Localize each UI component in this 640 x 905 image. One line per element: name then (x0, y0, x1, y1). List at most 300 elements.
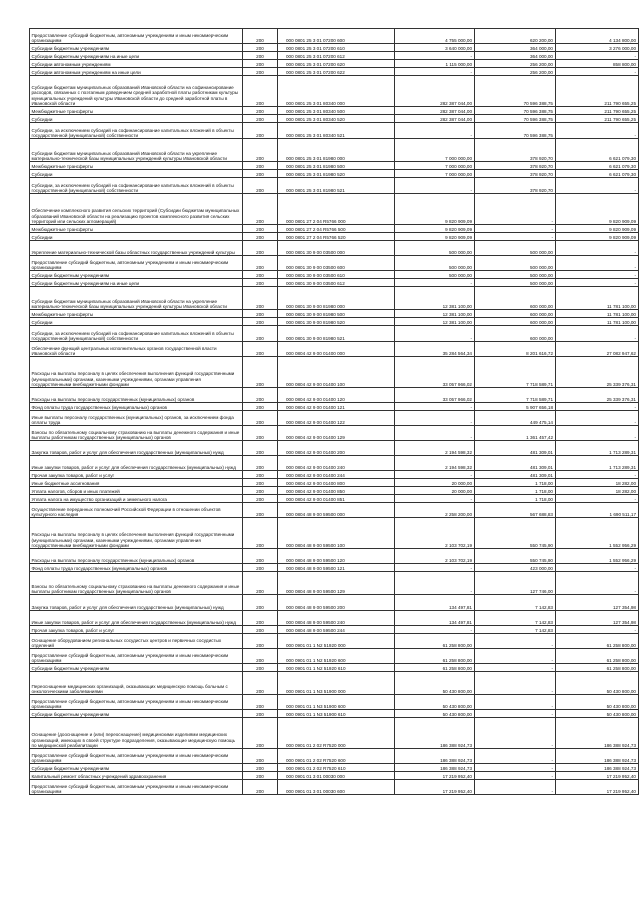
row-unexecuted-amount-cell: - (556, 271, 639, 279)
row-name-cell: Фонд оплаты труда государственных (муниципальных) органов (30, 403, 243, 411)
table-row (30, 764, 639, 772)
row-name-cell: Расходы на выплаты персоналу в целях обеспечения выполнения функций государственными (муниципальными) органами, казенными учреждениями, органами управления государственными внебюджетными фондами (30, 518, 243, 549)
row-name-cell: Капитальный ремонт областных учреждений здравоохранения (30, 772, 243, 780)
row-unexecuted-amount-cell: 17 219 952,40 (556, 780, 639, 795)
row-classification-code-cell: 000 0801 30 9 00 81980 521 (278, 326, 395, 342)
row-approved-amount-cell: - (395, 471, 475, 479)
row-unexecuted-amount-cell: 127 354,98 (556, 595, 639, 611)
row-executed-amount-cell: 567 688,83 (475, 503, 556, 518)
row-approved-amount-cell: - (395, 178, 475, 194)
row-name-cell: Предоставление субсидий бюджетным, автономным учреждениям и иным некоммерческим организациям (30, 695, 243, 710)
row-code-cell: 200 (243, 495, 278, 503)
row-unexecuted-amount-cell: 4 134 800,00 (556, 29, 639, 44)
row-executed-amount-cell: 500 000,00 (475, 279, 556, 287)
row-classification-code-cell: 000 0801 25 3 01 80340 000 (278, 76, 395, 107)
row-classification-code-cell: 000 0901 01 2 02 R7520 600 (278, 749, 395, 764)
row-name-cell: Иные закупки товаров, работ и услуг для обеспечения государственных (муниципальных) нужд (30, 611, 243, 626)
row-approved-amount-cell: 50 430 800,00 (395, 672, 475, 695)
row-approved-amount-cell: 2 103 702,19 (395, 518, 475, 549)
row-unexecuted-amount-cell: 6 621 079,30 (556, 162, 639, 170)
row-classification-code-cell: 000 0804 42 9 00 01400 244 (278, 471, 395, 479)
row-executed-amount-cell: 449 475,14 (475, 411, 556, 426)
table-row (30, 710, 639, 718)
row-code-cell: 200 (243, 718, 278, 749)
row-name-cell: Субсидии бюджетным учреждениям (30, 764, 243, 772)
row-classification-code-cell: 000 0804 48 9 00 59500 129 (278, 572, 395, 595)
row-executed-amount-cell: - (475, 233, 556, 241)
row-approved-amount-cell: 500 000,00 (395, 241, 475, 256)
row-unexecuted-amount-cell: - (556, 495, 639, 503)
row-name-cell: Субсидии (30, 318, 243, 326)
row-unexecuted-amount-cell: 186 388 924,73 (556, 749, 639, 764)
row-code-cell: 200 (243, 52, 278, 60)
row-approved-amount-cell: 9 820 909,09 (395, 194, 475, 225)
row-code-cell: 200 (243, 225, 278, 233)
row-executed-amount-cell: 1 718,00 (475, 479, 556, 487)
table-row (30, 123, 639, 139)
row-code-cell: 200 (243, 318, 278, 326)
row-name-cell: Субсидии бюджетам муниципальных образований Ивановской области на софинансирование расходов, связанных с поэтапным доведением средней заработной платы работникам культуры муниципальных учреждений культуры Ивановской области до средней заработной платы в Ивановской области (30, 76, 243, 107)
row-executed-amount-cell: 127 746,00 (475, 572, 556, 595)
table-row (30, 60, 639, 68)
row-unexecuted-amount-cell: 61 258 800,00 (556, 634, 639, 649)
document-page (29, 28, 639, 795)
row-code-cell: 200 (243, 710, 278, 718)
row-executed-amount-cell: 70 596 388,75 (475, 107, 556, 115)
row-approved-amount-cell: 17 219 952,40 (395, 780, 475, 795)
row-executed-amount-cell: 481 309,01 (475, 471, 556, 479)
row-approved-amount-cell: 3 640 000,00 (395, 44, 475, 52)
row-classification-code-cell: 000 0804 42 9 00 01400 200 (278, 441, 395, 456)
table-row (30, 649, 639, 664)
row-unexecuted-amount-cell: - (556, 256, 639, 271)
row-approved-amount-cell: 2 194 598,32 (395, 441, 475, 456)
row-classification-code-cell: 000 0801 25 3 01 81980 520 (278, 170, 395, 178)
row-name-cell: Расходы на выплаты персоналу в целях обеспечения выполнения функций государственными (муниципальными) органами, казенными учреждениями, органами управления государственными внебюджетными фондами (30, 357, 243, 388)
row-approved-amount-cell: 282 387 044,00 (395, 76, 475, 107)
row-code-cell: 200 (243, 695, 278, 710)
row-name-cell: Субсидии бюджетам муниципальных образований Ивановской области на укрепление материально-технической базы муниципальных учреждений культуры Ивановской области (30, 287, 243, 310)
row-unexecuted-amount-cell: - (556, 123, 639, 139)
row-executed-amount-cell: 481 309,01 (475, 456, 556, 471)
row-executed-amount-cell: 8 201 616,72 (475, 342, 556, 357)
row-code-cell: 200 (243, 194, 278, 225)
row-approved-amount-cell: 134 497,81 (395, 595, 475, 611)
row-name-cell: Субсидии бюджетным учреждениям на иные цели (30, 52, 243, 60)
row-executed-amount-cell: 600 000,00 (475, 318, 556, 326)
row-classification-code-cell: 000 0804 48 9 00 59500 121 (278, 564, 395, 572)
row-unexecuted-amount-cell: 1 552 956,29 (556, 549, 639, 564)
table-row (30, 487, 639, 495)
row-unexecuted-amount-cell: 127 354,98 (556, 611, 639, 626)
row-unexecuted-amount-cell: 61 258 800,00 (556, 649, 639, 664)
table-row (30, 611, 639, 626)
row-unexecuted-amount-cell: 858 800,00 (556, 60, 639, 68)
row-unexecuted-amount-cell: 6 621 079,30 (556, 139, 639, 162)
row-executed-amount-cell: - (475, 649, 556, 664)
row-executed-amount-cell: 600 000,00 (475, 310, 556, 318)
row-code-cell: 200 (243, 441, 278, 456)
row-code-cell: 200 (243, 471, 278, 479)
row-approved-amount-cell: - (395, 68, 475, 76)
row-approved-amount-cell: 50 430 800,00 (395, 710, 475, 718)
row-code-cell: 200 (243, 388, 278, 403)
row-name-cell: Уплата налогов, сборов и иных платежей (30, 487, 243, 495)
row-name-cell: Закупка товаров, работ и услуг для обеспечения государственных (муниципальных) нужд (30, 441, 243, 456)
row-executed-amount-cell: - (475, 672, 556, 695)
table-row (30, 162, 639, 170)
row-name-cell: Субсидии (30, 170, 243, 178)
row-code-cell: 200 (243, 279, 278, 287)
row-approved-amount-cell: 20 000,00 (395, 487, 475, 495)
row-name-cell: Субсидии (30, 233, 243, 241)
row-executed-amount-cell: - (475, 225, 556, 233)
row-approved-amount-cell: - (395, 123, 475, 139)
table-body (30, 29, 639, 795)
row-classification-code-cell: 000 0801 30 9 00 81980 500 (278, 310, 395, 318)
row-executed-amount-cell: 70 596 388,75 (475, 115, 556, 123)
row-code-cell: 200 (243, 178, 278, 194)
row-executed-amount-cell: 1 718,00 (475, 487, 556, 495)
row-name-cell: Иные закупки товаров, работ и услуг для обеспечения государственных (муниципальных) нужд (30, 456, 243, 471)
budget-execution-table (29, 28, 639, 795)
row-approved-amount-cell: 186 388 924,73 (395, 718, 475, 749)
row-executed-amount-cell: - (475, 695, 556, 710)
row-executed-amount-cell: - (475, 749, 556, 764)
row-name-cell: Расходы на выплаты персоналу государственных (муниципальных) органов (30, 549, 243, 564)
row-unexecuted-amount-cell: 61 258 800,00 (556, 664, 639, 672)
row-unexecuted-amount-cell: 211 790 655,25 (556, 107, 639, 115)
table-row (30, 549, 639, 564)
row-classification-code-cell: 000 0901 01 1 N2 51920 000 (278, 634, 395, 649)
row-classification-code-cell: 000 0801 27 2 04 R5766 500 (278, 225, 395, 233)
row-unexecuted-amount-cell: 11 781 100,00 (556, 310, 639, 318)
row-code-cell: 200 (243, 342, 278, 357)
row-name-cell: Субсидии, за исключением субсидий на софинансирование капитальных вложений в объекты государственной (муниципальной) собственности (30, 123, 243, 139)
row-classification-code-cell: 000 0804 48 9 00 59500 100 (278, 518, 395, 549)
row-classification-code-cell: 000 0901 01 1 N2 51920 610 (278, 664, 395, 672)
row-classification-code-cell: 000 0801 30 9 00 03500 610 (278, 271, 395, 279)
table-row (30, 233, 639, 241)
row-name-cell: Предоставление субсидий бюджетным, автономным учреждениям и иным некоммерческим организациям (30, 649, 243, 664)
row-code-cell: 200 (243, 595, 278, 611)
table-row (30, 695, 639, 710)
row-executed-amount-cell: 378 920,70 (475, 139, 556, 162)
row-classification-code-cell: 000 0801 25 3 01 80340 500 (278, 107, 395, 115)
row-unexecuted-amount-cell: 9 820 909,09 (556, 233, 639, 241)
row-code-cell: 200 (243, 287, 278, 310)
row-unexecuted-amount-cell: 1 690 511,17 (556, 503, 639, 518)
row-executed-amount-cell: - (475, 772, 556, 780)
row-name-cell: Взносы по обязательному социальному страхованию на выплаты денежного содержания и иные выплаты работникам государственных (муниципальных) органов (30, 572, 243, 595)
table-row (30, 139, 639, 162)
row-code-cell: 200 (243, 549, 278, 564)
row-classification-code-cell: 000 0801 30 9 00 81980 000 (278, 287, 395, 310)
row-name-cell: Субсидии бюджетам муниципальных образований Ивановской области на укрепление материально-технической базы муниципальных учреждений культуры Ивановской области (30, 139, 243, 162)
row-executed-amount-cell: 550 745,90 (475, 518, 556, 549)
row-approved-amount-cell: 61 258 800,00 (395, 649, 475, 664)
row-classification-code-cell: 000 0801 27 2 04 R5766 000 (278, 194, 395, 225)
row-executed-amount-cell: - (475, 764, 556, 772)
row-approved-amount-cell: 2 103 702,19 (395, 549, 475, 564)
row-unexecuted-amount-cell: 17 219 952,40 (556, 772, 639, 780)
row-name-cell: Иные выплаты персоналу государственных (муниципальных) органов, за исключением фонда оплаты труда (30, 411, 243, 426)
row-unexecuted-amount-cell: - (556, 426, 639, 441)
table-row (30, 357, 639, 388)
row-code-cell: 200 (243, 487, 278, 495)
row-code-cell: 200 (243, 772, 278, 780)
row-code-cell: 200 (243, 626, 278, 634)
row-code-cell: 200 (243, 664, 278, 672)
table-row (30, 718, 639, 749)
row-code-cell: 200 (243, 115, 278, 123)
row-name-cell: Предоставление субсидий бюджетным, автономным учреждениям и иным некоммерческим организациям (30, 780, 243, 795)
row-executed-amount-cell: - (475, 194, 556, 225)
row-executed-amount-cell: 364 000,00 (475, 44, 556, 52)
row-name-cell: Субсидии бюджетным учреждениям (30, 271, 243, 279)
row-unexecuted-amount-cell: 186 388 924,73 (556, 718, 639, 749)
table-row (30, 403, 639, 411)
row-classification-code-cell: 000 0804 42 9 00 01400 851 (278, 495, 395, 503)
row-approved-amount-cell: - (395, 279, 475, 287)
row-classification-code-cell: 000 0801 27 2 04 R5766 520 (278, 233, 395, 241)
row-approved-amount-cell: 186 388 924,73 (395, 764, 475, 772)
row-unexecuted-amount-cell: 1 552 956,29 (556, 518, 639, 549)
row-unexecuted-amount-cell: 186 388 924,73 (556, 764, 639, 772)
row-unexecuted-amount-cell: - (556, 403, 639, 411)
row-executed-amount-cell: 7 142,83 (475, 611, 556, 626)
row-executed-amount-cell: 481 309,01 (475, 441, 556, 456)
row-approved-amount-cell: 7 000 000,00 (395, 162, 475, 170)
row-name-cell: Иные бюджетные ассигнования (30, 479, 243, 487)
row-name-cell: Субсидии (30, 115, 243, 123)
row-executed-amount-cell: 7 142,83 (475, 626, 556, 634)
row-classification-code-cell: 000 0801 30 9 00 81980 520 (278, 318, 395, 326)
row-name-cell: Предоставление субсидий бюджетным, автономным учреждениям и иным некоммерческим организациям (30, 749, 243, 764)
row-approved-amount-cell: 33 057 966,02 (395, 388, 475, 403)
row-approved-amount-cell: 61 258 800,00 (395, 634, 475, 649)
row-approved-amount-cell: 12 381 100,00 (395, 287, 475, 310)
row-approved-amount-cell: 12 381 100,00 (395, 310, 475, 318)
row-executed-amount-cell: 7 142,83 (475, 595, 556, 611)
row-unexecuted-amount-cell: 25 339 376,31 (556, 388, 639, 403)
row-code-cell: 200 (243, 310, 278, 318)
row-approved-amount-cell: 282 387 044,00 (395, 115, 475, 123)
row-executed-amount-cell: 378 920,70 (475, 170, 556, 178)
table-row (30, 107, 639, 115)
table-row (30, 318, 639, 326)
row-name-cell: Предоставление субсидий бюджетным, автономным учреждениям и иным некоммерческим организациям (30, 256, 243, 271)
table-row (30, 178, 639, 194)
row-unexecuted-amount-cell: - (556, 572, 639, 595)
row-code-cell: 200 (243, 749, 278, 764)
row-unexecuted-amount-cell: 50 430 800,00 (556, 695, 639, 710)
row-classification-code-cell: 000 0801 25 3 01 07200 612 (278, 52, 395, 60)
row-classification-code-cell: 000 0901 01 3 01 00030 600 (278, 780, 395, 795)
table-row (30, 310, 639, 318)
row-classification-code-cell: 000 0901 01 2 02 R7520 610 (278, 764, 395, 772)
row-name-cell: Субсидии автономным учреждениям на иные цели (30, 68, 243, 76)
table-row (30, 495, 639, 503)
table-row (30, 29, 639, 44)
row-code-cell: 200 (243, 403, 278, 411)
row-unexecuted-amount-cell: 3 276 000,00 (556, 44, 639, 52)
row-name-cell: Расходы на выплаты персоналу государственных (муниципальных) органов (30, 388, 243, 403)
row-code-cell: 200 (243, 44, 278, 52)
row-unexecuted-amount-cell: - (556, 52, 639, 60)
row-classification-code-cell: 000 0901 01 1 N3 51900 000 (278, 672, 395, 695)
row-classification-code-cell: 000 0901 01 2 02 R7520 000 (278, 718, 395, 749)
row-name-cell: Субсидии бюджетным учреждениям на иные цели (30, 279, 243, 287)
row-executed-amount-cell: 7 718 589,71 (475, 388, 556, 403)
row-code-cell: 200 (243, 29, 278, 44)
row-executed-amount-cell: 620 200,00 (475, 29, 556, 44)
row-executed-amount-cell: 364 000,00 (475, 52, 556, 60)
row-name-cell: Фонд оплаты труда государственных (муниципальных) органов (30, 564, 243, 572)
row-approved-amount-cell: 500 000,00 (395, 271, 475, 279)
row-classification-code-cell: 000 0801 30 9 00 03500 612 (278, 279, 395, 287)
row-executed-amount-cell: 256 200,00 (475, 68, 556, 76)
row-approved-amount-cell: 12 381 100,00 (395, 318, 475, 326)
row-unexecuted-amount-cell: 1 713 289,31 (556, 441, 639, 456)
table-row (30, 44, 639, 52)
row-executed-amount-cell: 378 920,70 (475, 178, 556, 194)
row-executed-amount-cell: 500 000,00 (475, 271, 556, 279)
row-unexecuted-amount-cell: - (556, 471, 639, 479)
table-row (30, 572, 639, 595)
row-executed-amount-cell: - (475, 718, 556, 749)
row-code-cell: 200 (243, 76, 278, 107)
row-classification-code-cell: 000 0901 01 1 N3 51900 600 (278, 695, 395, 710)
row-approved-amount-cell: 134 497,81 (395, 611, 475, 626)
row-executed-amount-cell: 550 745,90 (475, 549, 556, 564)
table-row (30, 279, 639, 287)
row-approved-amount-cell: 2 258 200,00 (395, 503, 475, 518)
row-classification-code-cell: 000 0801 25 3 01 07200 622 (278, 68, 395, 76)
row-approved-amount-cell: - (395, 564, 475, 572)
table-row (30, 595, 639, 611)
row-name-cell: Обеспечение комплексного развития сельских территорий (Субсидии бюджетам муниципальных образований Ивановской области на реализацию проектов комплексного развития сельских территорий или сельских агломераций) (30, 194, 243, 225)
row-unexecuted-amount-cell: 50 430 800,00 (556, 672, 639, 695)
table-row (30, 441, 639, 456)
row-executed-amount-cell: 500 000,00 (475, 241, 556, 256)
row-name-cell: Прочая закупка товаров, работ и услуг (30, 471, 243, 479)
table-row (30, 471, 639, 479)
row-code-cell: 200 (243, 139, 278, 162)
row-approved-amount-cell: - (395, 411, 475, 426)
row-name-cell: Субсидии бюджетным учреждениям (30, 44, 243, 52)
table-row (30, 76, 639, 107)
row-name-cell: Субсидии, за исключением субсидий на софинансирование капитальных вложений в объекты государственной (муниципальной) собственности (30, 178, 243, 194)
row-classification-code-cell: 000 0804 48 9 00 59500 244 (278, 626, 395, 634)
row-code-cell: 200 (243, 503, 278, 518)
row-executed-amount-cell: - (475, 780, 556, 795)
row-name-cell: Уплата налога на имущество организаций и земельного налога (30, 495, 243, 503)
row-classification-code-cell: 000 0801 25 3 01 07200 600 (278, 29, 395, 44)
row-classification-code-cell: 000 0801 25 3 01 80340 521 (278, 123, 395, 139)
row-executed-amount-cell: 500 000,00 (475, 256, 556, 271)
table-row (30, 626, 639, 634)
row-name-cell: Межбюджетные трансферты (30, 310, 243, 318)
table-row (30, 225, 639, 233)
row-executed-amount-cell: 423 000,00 (475, 564, 556, 572)
row-classification-code-cell: 000 0801 25 3 01 07200 620 (278, 60, 395, 68)
row-classification-code-cell: 000 0801 25 3 01 80340 520 (278, 115, 395, 123)
row-name-cell: Субсидии, за исключением субсидий на софинансирование капитальных вложений в объекты государственной (муниципальной) собственности (30, 326, 243, 342)
row-unexecuted-amount-cell: - (556, 68, 639, 76)
table-row (30, 664, 639, 672)
row-unexecuted-amount-cell: 27 082 947,62 (556, 342, 639, 357)
row-approved-amount-cell: 186 388 924,73 (395, 749, 475, 764)
row-classification-code-cell: 000 0801 25 3 01 81980 000 (278, 139, 395, 162)
row-classification-code-cell: 000 0804 42 9 00 01400 240 (278, 456, 395, 471)
row-name-cell: Закупка товаров, работ и услуг для обеспечения государственных (муниципальных) нужд (30, 595, 243, 611)
row-approved-amount-cell: 35 284 564,34 (395, 342, 475, 357)
row-code-cell: 200 (243, 456, 278, 471)
table-row (30, 52, 639, 60)
row-name-cell: Укрепление материально-технической базы областных государственных учреждений культуры (30, 241, 243, 256)
row-approved-amount-cell: 17 219 952,40 (395, 772, 475, 780)
table-row (30, 170, 639, 178)
row-executed-amount-cell: 1 361 457,42 (475, 426, 556, 441)
row-approved-amount-cell: 1 115 000,00 (395, 60, 475, 68)
table-row (30, 287, 639, 310)
row-name-cell: Предоставление субсидий бюджетным, автономным учреждениям и иным некоммерческим организациям (30, 29, 243, 44)
row-name-cell: Субсидии автономным учреждениям (30, 60, 243, 68)
table-row (30, 256, 639, 271)
row-classification-code-cell: 000 0801 25 3 01 81980 500 (278, 162, 395, 170)
row-unexecuted-amount-cell: - (556, 279, 639, 287)
row-code-cell: 200 (243, 564, 278, 572)
row-name-cell: Субсидии бюджетным учреждениям (30, 710, 243, 718)
row-unexecuted-amount-cell: - (556, 626, 639, 634)
table-row (30, 326, 639, 342)
row-approved-amount-cell: - (395, 572, 475, 595)
row-executed-amount-cell: - (475, 710, 556, 718)
row-code-cell: 200 (243, 780, 278, 795)
row-classification-code-cell: 000 0801 25 3 01 81980 521 (278, 178, 395, 194)
row-classification-code-cell: 000 0804 48 9 00 59500 200 (278, 595, 395, 611)
row-name-cell: Субсидии бюджетным учреждениям (30, 664, 243, 672)
row-approved-amount-cell: - (395, 326, 475, 342)
row-code-cell: 200 (243, 649, 278, 664)
row-classification-code-cell: 000 0804 42 9 00 01400 121 (278, 403, 395, 411)
row-approved-amount-cell: 20 000,00 (395, 479, 475, 487)
row-unexecuted-amount-cell: - (556, 241, 639, 256)
row-code-cell: 200 (243, 357, 278, 388)
table-row (30, 411, 639, 426)
row-executed-amount-cell: 600 000,00 (475, 326, 556, 342)
row-code-cell: 200 (243, 572, 278, 595)
row-classification-code-cell: 000 0901 01 3 01 00030 000 (278, 772, 395, 780)
row-approved-amount-cell: 282 387 044,00 (395, 107, 475, 115)
row-unexecuted-amount-cell: 211 790 655,25 (556, 115, 639, 123)
row-approved-amount-cell: 61 258 800,00 (395, 664, 475, 672)
row-classification-code-cell: 000 0804 48 9 00 59500 240 (278, 611, 395, 626)
row-executed-amount-cell: 256 200,00 (475, 60, 556, 68)
row-code-cell: 200 (243, 611, 278, 626)
row-classification-code-cell: 000 0801 25 3 01 07200 610 (278, 44, 395, 52)
row-approved-amount-cell: - (395, 403, 475, 411)
row-code-cell: 200 (243, 518, 278, 549)
row-approved-amount-cell: 2 194 598,32 (395, 456, 475, 471)
table-row (30, 241, 639, 256)
row-approved-amount-cell: 7 000 000,00 (395, 139, 475, 162)
row-code-cell: 200 (243, 241, 278, 256)
table-row (30, 456, 639, 471)
row-name-cell: Взносы по обязательному социальному страхованию на выплаты денежного содержания и иные выплаты работникам государственных (муниципальных) органов (30, 426, 243, 441)
row-executed-amount-cell: 70 596 388,75 (475, 123, 556, 139)
